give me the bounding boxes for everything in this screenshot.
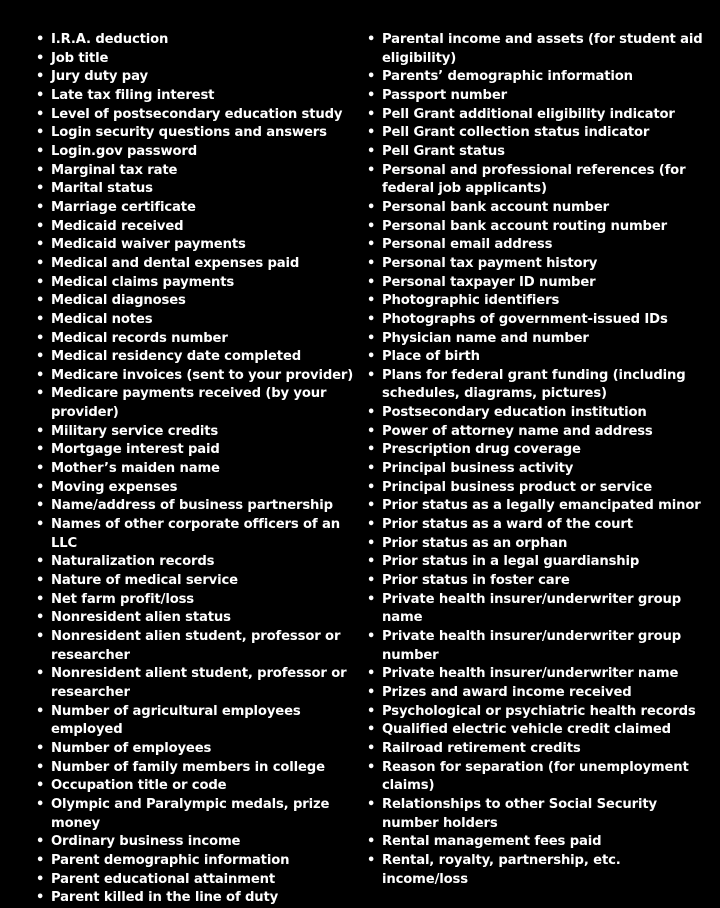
bullet-icon: • bbox=[36, 852, 45, 868]
list-item bbox=[365, 274, 710, 293]
list-item-text: Nonresident alien student, professor or researcher bbox=[51, 629, 341, 663]
list-item-text: Physician name and number bbox=[382, 330, 589, 346]
list-item-text: Photographs of government-issued IDs bbox=[382, 311, 668, 327]
list-item bbox=[365, 143, 710, 162]
list-item bbox=[34, 423, 356, 442]
list-item bbox=[365, 68, 710, 87]
bullet-icon: • bbox=[367, 237, 376, 253]
bullet-icon: • bbox=[367, 311, 376, 327]
bullet-icon: • bbox=[367, 796, 376, 812]
left-column-list bbox=[34, 31, 356, 908]
bullet-icon: • bbox=[367, 330, 376, 346]
list-item bbox=[34, 330, 356, 349]
list-item bbox=[34, 199, 356, 218]
bullet-icon: • bbox=[367, 162, 376, 178]
list-item bbox=[34, 479, 356, 498]
list-item bbox=[365, 591, 710, 628]
list-item-text: Mortgage interest paid bbox=[51, 442, 220, 458]
list-item bbox=[34, 609, 356, 628]
list-item bbox=[34, 31, 356, 50]
list-item bbox=[34, 497, 356, 516]
bullet-icon: • bbox=[367, 573, 376, 589]
list-item bbox=[365, 572, 710, 591]
list-item bbox=[365, 106, 710, 125]
list-item-text: Medicare payments received (by your provider) bbox=[51, 386, 327, 421]
list-item bbox=[34, 572, 356, 591]
bullet-icon: • bbox=[367, 69, 376, 85]
list-item bbox=[34, 852, 356, 871]
bullet-icon: • bbox=[367, 125, 376, 141]
list-item-text: Prescription drug coverage bbox=[382, 442, 581, 458]
list-item-text: Name/address of business partnership bbox=[51, 498, 333, 514]
list-item-text: Personal email address bbox=[382, 237, 553, 253]
bullet-icon: • bbox=[367, 834, 376, 850]
list-item-text: Parent killed in the line of duty bbox=[51, 890, 279, 906]
list-item bbox=[34, 87, 356, 106]
bullet-icon: • bbox=[367, 591, 376, 607]
list-item bbox=[365, 367, 710, 404]
list-item-text: Number of employees bbox=[51, 740, 212, 756]
bullet-icon: • bbox=[36, 461, 45, 477]
list-item bbox=[34, 385, 356, 422]
list-item bbox=[365, 759, 710, 796]
bullet-icon: • bbox=[36, 162, 45, 178]
list-item bbox=[365, 236, 710, 255]
bullet-icon: • bbox=[36, 181, 45, 197]
bullet-icon: • bbox=[36, 69, 45, 85]
list-item bbox=[34, 460, 356, 479]
list-item-text: Nonresident alien status bbox=[51, 610, 231, 626]
list-item-text: Rental management fees paid bbox=[382, 834, 602, 850]
list-item-text: Qualified electric vehicle credit claimed bbox=[382, 722, 671, 738]
list-item bbox=[365, 124, 710, 143]
list-item bbox=[365, 330, 710, 349]
list-item-text: Principal business product or service bbox=[382, 479, 653, 495]
list-item bbox=[34, 516, 356, 553]
list-item bbox=[34, 106, 356, 125]
bullet-icon: • bbox=[367, 498, 376, 514]
bullet-icon: • bbox=[36, 106, 45, 122]
bullet-icon: • bbox=[367, 274, 376, 290]
bullet-icon: • bbox=[36, 367, 45, 383]
list-item-text: Nonresident alient student, professor or researcher bbox=[51, 666, 347, 700]
bullet-icon: • bbox=[367, 722, 376, 738]
list-item bbox=[365, 218, 710, 237]
list-item-text: Ordinary business income bbox=[51, 834, 241, 850]
list-item bbox=[365, 199, 710, 218]
list-item-text: Medical notes bbox=[51, 311, 153, 327]
list-item-text: Prior status as a legally emancipated minor bbox=[382, 498, 701, 514]
bullet-icon: • bbox=[367, 367, 376, 383]
bullet-icon: • bbox=[36, 554, 45, 570]
list-item-text: Level of postsecondary education study bbox=[51, 106, 343, 122]
list-item-text: Military service credits bbox=[51, 423, 219, 439]
list-item-text: Personal tax payment history bbox=[382, 255, 598, 271]
list-item-text: Passport number bbox=[382, 87, 507, 103]
list-item bbox=[34, 180, 356, 199]
list-item-text: Postsecondary education institution bbox=[382, 405, 647, 421]
list-item-text: Rental, royalty, partnership, etc. income/loss bbox=[382, 852, 621, 887]
list-item bbox=[34, 124, 356, 143]
list-item-text: Net farm profit/loss bbox=[51, 591, 195, 607]
list-item-text: I.R.A. deduction bbox=[51, 32, 169, 47]
bullet-icon: • bbox=[367, 479, 376, 495]
list-item-text: Prior status in a legal guardianship bbox=[382, 554, 640, 570]
list-item bbox=[34, 50, 356, 69]
list-item bbox=[365, 740, 710, 759]
list-item-text: Reason for separation (for unemployment claims) bbox=[382, 759, 689, 794]
bullet-icon: • bbox=[36, 834, 45, 850]
bullet-icon: • bbox=[367, 517, 376, 533]
bullet-icon: • bbox=[367, 442, 376, 458]
bullet-icon: • bbox=[36, 330, 45, 346]
list-item-text: Jury duty pay bbox=[51, 69, 148, 85]
list-item bbox=[365, 255, 710, 274]
list-item-text: Railroad retirement credits bbox=[382, 740, 581, 756]
list-item bbox=[34, 665, 356, 702]
list-item bbox=[365, 684, 710, 703]
list-item-text: Prizes and award income received bbox=[382, 684, 632, 700]
list-item-text: Relationships to other Social Security number holders bbox=[382, 796, 657, 831]
list-item bbox=[365, 721, 710, 740]
bullet-icon: • bbox=[36, 87, 45, 103]
list-item-text: Pell Grant status bbox=[382, 143, 505, 159]
list-item-text: Pell Grant collection status indicator bbox=[382, 125, 650, 141]
list-item bbox=[365, 553, 710, 572]
list-item bbox=[34, 777, 356, 796]
list-item-text: Medical records number bbox=[51, 330, 228, 346]
list-item-text: Power of attorney name and address bbox=[382, 423, 653, 439]
bullet-icon: • bbox=[36, 871, 45, 887]
bullet-icon: • bbox=[367, 218, 376, 234]
list-item bbox=[365, 292, 710, 311]
list-item bbox=[365, 31, 710, 68]
bullet-icon: • bbox=[36, 479, 45, 495]
bullet-icon: • bbox=[367, 535, 376, 551]
list-item-text: Parent educational attainment bbox=[51, 871, 276, 887]
list-item bbox=[365, 516, 710, 535]
bullet-icon: • bbox=[36, 498, 45, 514]
list-item bbox=[365, 423, 710, 442]
list-item bbox=[34, 740, 356, 759]
list-item bbox=[34, 292, 356, 311]
list-item bbox=[365, 703, 710, 722]
list-item-text: Login.gov password bbox=[51, 143, 198, 159]
list-item-text: Private health insurer/underwriter name bbox=[382, 666, 679, 682]
list-item bbox=[34, 143, 356, 162]
list-item-text: Medical diagnoses bbox=[51, 293, 186, 309]
list-item-text: Medicaid received bbox=[51, 218, 184, 234]
list-item bbox=[34, 889, 356, 908]
list-item-text: Login security questions and answers bbox=[51, 125, 327, 141]
list-item-text: Number of agricultural employees employed bbox=[51, 703, 301, 738]
list-item bbox=[365, 348, 710, 367]
bullet-icon: • bbox=[367, 349, 376, 365]
bullet-icon: • bbox=[36, 423, 45, 439]
bullet-icon: • bbox=[36, 778, 45, 794]
bullet-icon: • bbox=[367, 684, 376, 700]
list-item bbox=[365, 162, 710, 199]
bullet-icon: • bbox=[36, 573, 45, 589]
list-item-text: Marital status bbox=[51, 181, 153, 197]
list-item bbox=[365, 311, 710, 330]
list-item-text: Marginal tax rate bbox=[51, 162, 178, 178]
bullet-icon: • bbox=[36, 386, 45, 402]
list-item-text: Prior status as a ward of the court bbox=[382, 517, 633, 533]
bullet-icon: • bbox=[367, 87, 376, 103]
bullet-icon: • bbox=[367, 255, 376, 271]
bullet-icon: • bbox=[36, 255, 45, 271]
list-item-text: Job title bbox=[51, 50, 109, 66]
list-item bbox=[365, 497, 710, 516]
bullet-icon: • bbox=[36, 32, 45, 47]
list-item-text: Number of family members in college bbox=[51, 759, 325, 775]
list-item-text: Medical claims payments bbox=[51, 274, 235, 290]
bullet-icon: • bbox=[36, 666, 45, 682]
list-item bbox=[365, 87, 710, 106]
bullet-icon: • bbox=[367, 703, 376, 719]
bullet-icon: • bbox=[367, 423, 376, 439]
bullet-icon: • bbox=[36, 50, 45, 66]
bullet-icon: • bbox=[36, 703, 45, 719]
list-item-text: Private health insurer/underwriter group number bbox=[382, 629, 682, 663]
bullet-icon: • bbox=[36, 199, 45, 215]
list-item bbox=[365, 852, 710, 889]
list-item-text: Parents’ demographic information bbox=[382, 69, 633, 85]
list-item-text: Personal bank account number bbox=[382, 199, 609, 215]
list-item-text: Medical residency date completed bbox=[51, 349, 302, 365]
list-item-text: Medical and dental expenses paid bbox=[51, 255, 300, 271]
list-item bbox=[365, 460, 710, 479]
bullet-icon: • bbox=[367, 740, 376, 756]
right-column-list bbox=[365, 31, 710, 889]
bullet-icon: • bbox=[36, 591, 45, 607]
list-item bbox=[34, 274, 356, 293]
bullet-icon: • bbox=[367, 852, 376, 868]
list-item bbox=[365, 833, 710, 852]
list-item-text: Plans for federal grant funding (including schedules, diagrams, pictures) bbox=[382, 367, 686, 402]
list-item bbox=[365, 404, 710, 423]
bullet-icon: • bbox=[36, 629, 45, 644]
bullet-icon: • bbox=[367, 293, 376, 309]
list-item bbox=[34, 796, 356, 833]
list-item-text: Naturalization records bbox=[51, 554, 215, 570]
list-item bbox=[34, 311, 356, 330]
list-item-text: Principal business activity bbox=[382, 461, 574, 477]
bullet-icon: • bbox=[367, 199, 376, 215]
bullet-icon: • bbox=[367, 405, 376, 421]
list-item-text: Late tax filing interest bbox=[51, 87, 215, 103]
bullet-icon: • bbox=[36, 274, 45, 290]
list-item bbox=[34, 367, 356, 386]
list-item bbox=[34, 162, 356, 181]
list-item-text: Personal and professional references (for federal job applicants) bbox=[382, 162, 686, 197]
bullet-icon: • bbox=[36, 740, 45, 756]
bullet-icon: • bbox=[36, 610, 45, 626]
bullet-icon: • bbox=[36, 796, 45, 812]
bullet-icon: • bbox=[367, 666, 376, 682]
list-item-text: Parent demographic information bbox=[51, 852, 290, 868]
list-item-text: Prior status in foster care bbox=[382, 573, 570, 589]
list-item bbox=[34, 348, 356, 367]
list-item bbox=[34, 833, 356, 852]
list-item-text: Photographic identifiers bbox=[382, 293, 560, 309]
list-item bbox=[365, 441, 710, 460]
list-item bbox=[34, 628, 356, 665]
list-item bbox=[365, 796, 710, 833]
list-item bbox=[34, 68, 356, 87]
bullet-icon: • bbox=[36, 293, 45, 309]
list-item-text: Place of birth bbox=[382, 349, 480, 365]
list-item-text: Nature of medical service bbox=[51, 573, 238, 589]
bullet-icon: • bbox=[367, 32, 376, 47]
list-item bbox=[365, 479, 710, 498]
list-item bbox=[34, 871, 356, 890]
bullet-icon: • bbox=[36, 890, 45, 906]
bullet-icon: • bbox=[36, 237, 45, 253]
list-item-text: Names of other corporate officers of an LLC bbox=[51, 517, 340, 551]
list-item-text: Olympic and Paralympic medals, prize money bbox=[51, 796, 330, 831]
list-item bbox=[365, 628, 710, 665]
bullet-icon: • bbox=[367, 629, 376, 644]
bullet-icon: • bbox=[367, 759, 376, 775]
list-item bbox=[365, 535, 710, 554]
list-item bbox=[34, 441, 356, 460]
bullet-icon: • bbox=[367, 554, 376, 570]
list-item-text: Occupation title or code bbox=[51, 778, 227, 794]
bullet-icon: • bbox=[367, 461, 376, 477]
list-item-text: Mother’s maiden name bbox=[51, 461, 220, 477]
list-item-text: Parental income and assets (for student aid eligibility) bbox=[382, 32, 703, 66]
bullet-icon: • bbox=[36, 759, 45, 775]
list-item-text: Moving expenses bbox=[51, 479, 178, 495]
list-item bbox=[365, 665, 710, 684]
bullet-icon: • bbox=[367, 143, 376, 159]
bullet-icon: • bbox=[36, 125, 45, 141]
list-item-text: Medicare invoices (sent to your provider) bbox=[51, 367, 354, 383]
list-item-text: Prior status as an orphan bbox=[382, 535, 568, 551]
list-item bbox=[34, 591, 356, 610]
list-item-text: Private health insurer/underwriter group name bbox=[382, 591, 682, 626]
bullet-icon: • bbox=[36, 442, 45, 458]
list-item bbox=[34, 703, 356, 740]
bullet-icon: • bbox=[36, 311, 45, 327]
bullet-icon: • bbox=[367, 106, 376, 122]
list-item-text: Personal taxpayer ID number bbox=[382, 274, 596, 290]
list-item-text: Psychological or psychiatric health records bbox=[382, 703, 696, 719]
list-item bbox=[34, 255, 356, 274]
list-item-text: Medicaid waiver payments bbox=[51, 237, 246, 253]
bullet-icon: • bbox=[36, 218, 45, 234]
list-item-text: Pell Grant additional eligibility indicator bbox=[382, 106, 675, 122]
bullet-icon: • bbox=[36, 517, 45, 533]
bullet-icon: • bbox=[36, 143, 45, 159]
list-item-text: Personal bank account routing number bbox=[382, 218, 667, 234]
bullet-icon: • bbox=[36, 349, 45, 365]
list-item bbox=[34, 236, 356, 255]
list-item bbox=[34, 759, 356, 778]
list-item bbox=[34, 218, 356, 237]
list-item bbox=[34, 553, 356, 572]
list-item-text: Marriage certificate bbox=[51, 199, 196, 215]
